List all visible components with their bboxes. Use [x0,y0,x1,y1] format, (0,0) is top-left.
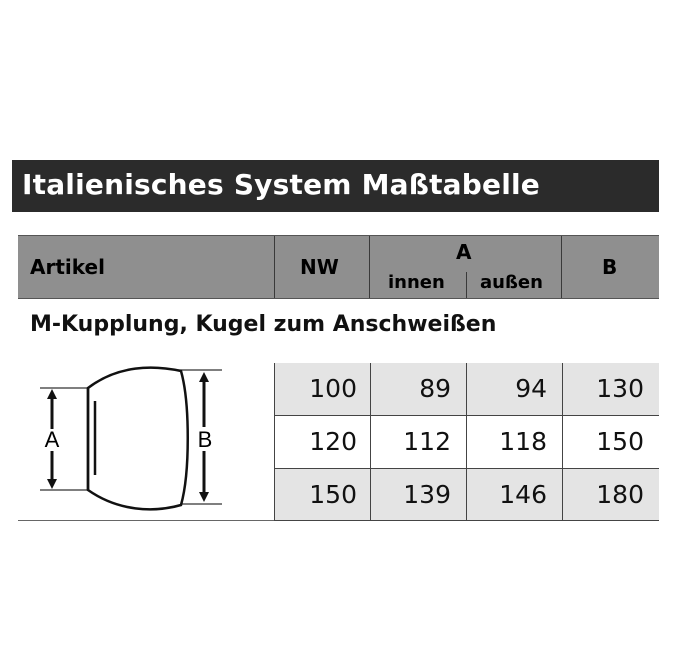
header-divider [561,236,562,298]
dimension-table [274,363,659,521]
page-title: Italienisches System Maßtabelle [22,168,540,201]
dimension-a-label: A [44,427,60,452]
cell-nw: 100 [309,374,357,403]
cell-b: 180 [596,480,644,509]
table-rule [274,415,659,416]
ball-coupling-diagram [18,363,274,521]
header-a: A [456,240,472,264]
title-bar [12,160,659,212]
cell-innen: 112 [403,427,451,456]
header-subdivider [466,272,467,298]
header-nw: NW [300,255,339,279]
dimension-b-label: B [197,427,213,452]
cell-aussen: 118 [499,427,547,456]
header-divider [274,236,275,298]
table-rule [274,468,659,469]
header-b: B [602,255,618,279]
table-divider [274,363,275,521]
section-subtitle: M-Kupplung, Kugel zum Anschweißen [30,312,497,337]
table-rule [274,520,659,521]
table-divider [370,363,371,521]
header-aussen: außen [480,272,543,293]
table-header [18,235,659,299]
cell-innen: 139 [403,480,451,509]
cell-b: 150 [596,427,644,456]
table-divider [562,363,563,521]
cell-aussen: 146 [499,480,547,509]
header-artikel: Artikel [30,255,105,279]
cell-aussen: 94 [515,374,547,403]
cell-innen: 89 [419,374,451,403]
cell-b: 130 [596,374,644,403]
cell-nw: 120 [309,427,357,456]
cell-nw: 150 [309,480,357,509]
table-divider [466,363,467,521]
header-divider [369,236,370,298]
header-innen: innen [388,272,445,293]
